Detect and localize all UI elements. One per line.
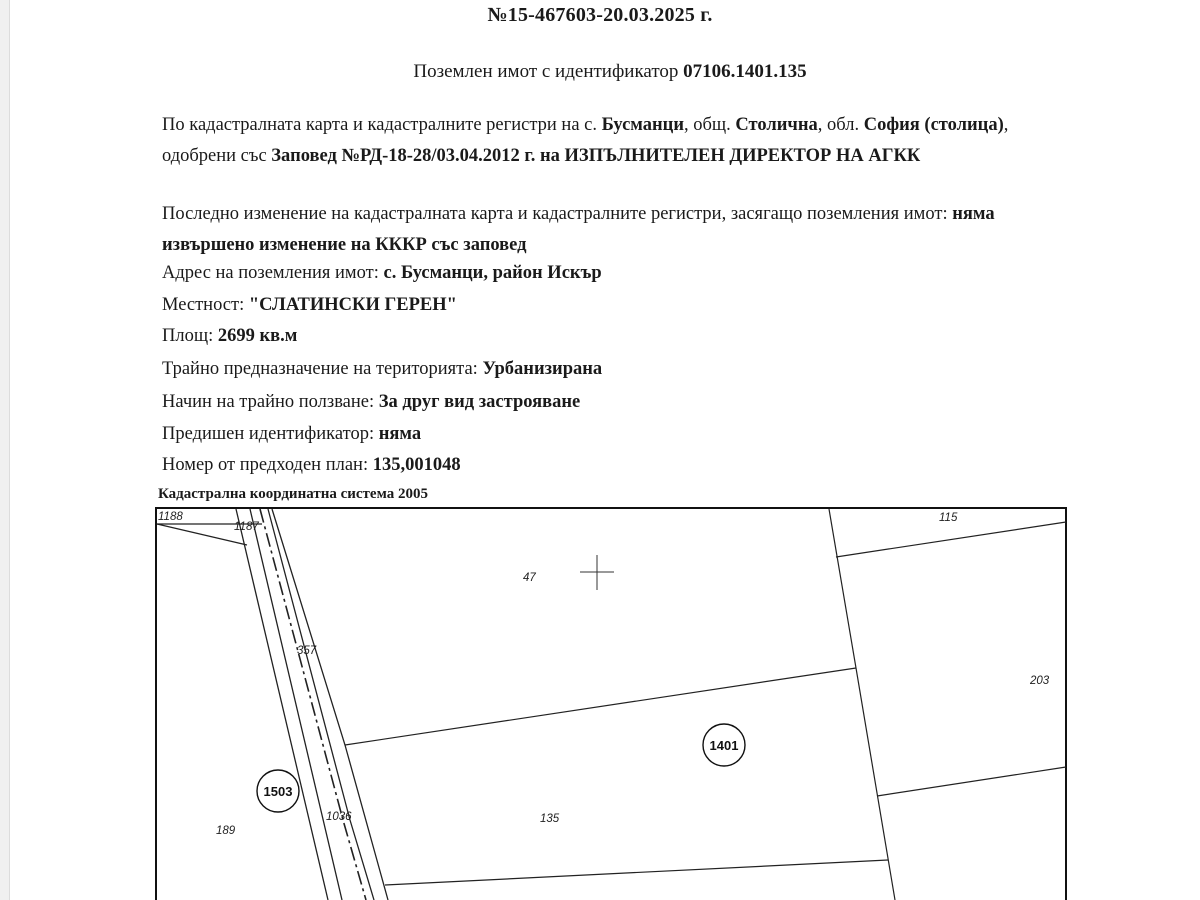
parcel-label: 357 bbox=[297, 645, 317, 657]
road-edge-left-outer bbox=[236, 509, 328, 900]
last-change-value: няма извършено изменение на КККР със заповед bbox=[162, 204, 995, 255]
boundary-47-bottom bbox=[345, 668, 856, 745]
property-identifier: 07106.1401.135 bbox=[683, 61, 807, 82]
parcel-label: 203 bbox=[1030, 675, 1050, 687]
parcel-label: 47 bbox=[523, 572, 536, 584]
cadastre-text-3: , обл. bbox=[817, 115, 864, 135]
road-centerline-dashdot bbox=[260, 509, 366, 900]
previous-plan-value: 135,001048 bbox=[372, 455, 461, 475]
parcel-label: 115 bbox=[939, 512, 958, 524]
parcel-label: 135 bbox=[540, 813, 560, 825]
cadastre-text-2: , общ. bbox=[684, 115, 736, 135]
parcel-135-west-edge bbox=[272, 509, 388, 900]
last-change-label: Последно изменение на кадастралната карта и кадастралните регистри, засягащо поземления имот: bbox=[162, 204, 953, 224]
region-name: София (столица) bbox=[863, 115, 1004, 135]
purpose-label: Трайно предназначение на територията: bbox=[162, 359, 483, 379]
previous-identifier-value: няма bbox=[378, 424, 422, 444]
boundary-1401-east bbox=[856, 668, 895, 900]
address-value: с. Бусманци, район Искър bbox=[383, 263, 602, 283]
cadastre-text-1: По кадастралната карта и кадастралните регистри на с. bbox=[162, 115, 602, 135]
parcel-label: 1188 bbox=[158, 511, 183, 523]
boundary-203-bottom bbox=[877, 767, 1066, 796]
block-label-1401: 1401 bbox=[709, 738, 739, 753]
usage-value: За друг вид застрояване bbox=[378, 392, 581, 412]
previous-plan-label: Номер от предходен план: bbox=[162, 455, 373, 475]
locality-value: "СЛАТИНСКИ ГЕРЕН" bbox=[248, 295, 457, 315]
purpose-value: Урбанизирана bbox=[482, 359, 603, 379]
municipality-name: Столична bbox=[735, 115, 818, 135]
address-label: Адрес на поземления имот: bbox=[162, 263, 384, 283]
parcel-label: 189 bbox=[216, 825, 236, 837]
cadastre-text-4: , одобрени със bbox=[162, 115, 1009, 166]
road-edge-right bbox=[268, 509, 374, 900]
subject-prefix: Поземлен имот с идентификатор bbox=[413, 61, 684, 82]
village-name: Бусманци bbox=[601, 115, 684, 135]
area-value: 2699 кв.м bbox=[217, 326, 298, 346]
block-label-1503: 1503 bbox=[263, 784, 293, 799]
map-caption: Кадастрална координатна система 2005 bbox=[158, 486, 428, 502]
approval-order: Заповед №РД-18-28/03.04.2012 г. на ИЗПЪЛНИТЕЛЕН ДИРЕКТОР НА АГКК bbox=[271, 146, 921, 166]
road-edge-left bbox=[250, 509, 342, 900]
boundary-115-bottom bbox=[836, 522, 1066, 557]
previous-identifier-label: Предишен идентификатор: bbox=[162, 424, 379, 444]
document-number: №15-467603-20.03.2025 г. bbox=[487, 4, 713, 26]
usage-label: Начин на трайно ползване: bbox=[162, 392, 379, 412]
area-label: Площ: bbox=[162, 326, 218, 346]
boundary-135-bottom bbox=[385, 860, 888, 885]
locality-label: Местност: bbox=[162, 295, 249, 315]
parcel-label: 1187 bbox=[234, 521, 259, 533]
boundary-47-east bbox=[829, 509, 856, 668]
parcel-label: 1036 bbox=[326, 811, 352, 823]
map-frame bbox=[156, 508, 1066, 900]
